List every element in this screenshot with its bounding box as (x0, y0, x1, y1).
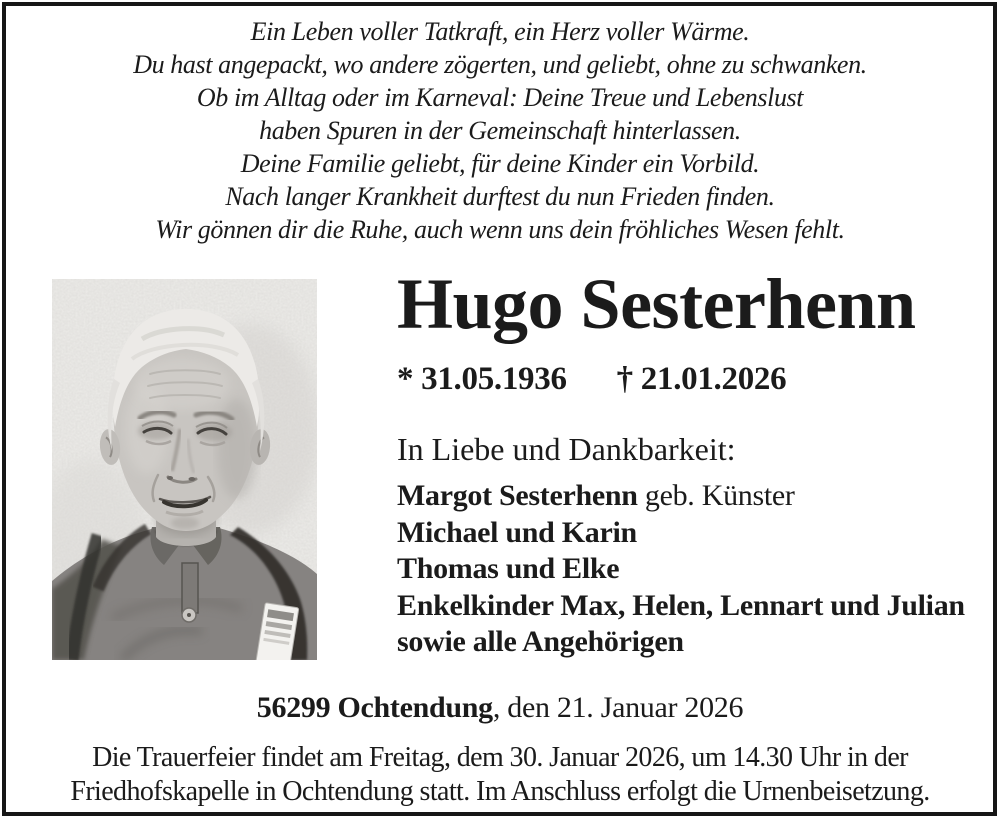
portrait-photo (52, 279, 317, 660)
deceased-name: Hugo Sesterhenn (397, 264, 916, 344)
mourner-suffix: geb. Künster (637, 479, 795, 512)
poem-line: Ein Leben voller Tatkraft, ein Herz voller Wärme. (250, 17, 750, 46)
death-date: † 21.01.2026 (616, 361, 787, 397)
funeral-line: Die Trauerfeier findet am Freitag, dem 30. Januar 2026, um 14.30 Uhr in der (92, 742, 908, 773)
poem-line: haben Spuren in der Gemeinschaft hinterlassen. (259, 116, 741, 145)
poem-line: Du hast angepackt, wo andere zögerten, und geliebt, ohne zu schwanken. (133, 50, 867, 79)
mourner-name: Thomas und Elke (397, 552, 620, 585)
mourner-name: Enkelkinder Max, Helen, Lennart und Julian (397, 588, 965, 622)
place-date-line (0, 692, 1000, 723)
notice-date: , den 21. Januar 2026 (492, 691, 744, 724)
mourner-name: sowie alle Angehörigen (397, 625, 684, 658)
mourner-line (397, 515, 987, 552)
life-dates (397, 362, 987, 396)
mourners-list (397, 478, 987, 661)
poem-line: Deine Familie geliebt, für deine Kinder ein Vorbild. (240, 149, 760, 178)
salutation: In Liebe und Dankbarkeit: (397, 431, 736, 467)
birth-date: * 31.05.1936 (397, 361, 567, 397)
mourner-line (397, 624, 987, 661)
epitaph-poem (10, 15, 990, 246)
mourner-name: Margot Sesterhenn (397, 479, 638, 512)
place-name: 56299 Ochtendung (256, 691, 493, 724)
right-column (397, 264, 987, 661)
mourner-line (397, 588, 987, 625)
funeral-line: Friedhofskapelle in Ochtendung statt. Im Anschluss erfolgt die Urnenbeisetzung. (70, 775, 930, 807)
funeral-info (0, 741, 1000, 808)
portrait-photo-art (52, 279, 317, 660)
mourner-name: Michael und Karin (397, 515, 637, 549)
poem-line: Nach langer Krankheit durftest du nun Frieden finden. (225, 182, 775, 211)
mourner-line (397, 478, 987, 515)
poem-line: Wir gönnen dir die Ruhe, auch wenn uns dein fröhliches Wesen fehlt. (155, 215, 845, 244)
poem-line: Ob im Alltag oder im Karneval: Deine Treue und Lebenslust (196, 83, 804, 112)
mourner-line (397, 551, 987, 588)
